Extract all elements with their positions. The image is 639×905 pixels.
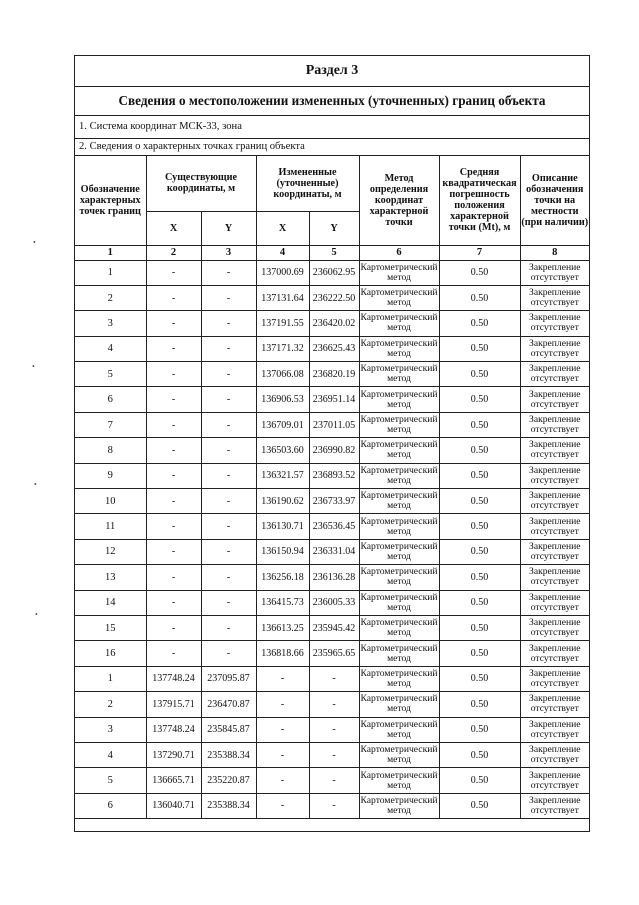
boundary-points-table: [75, 156, 589, 819]
cell-mean-error: 0.50: [439, 590, 520, 615]
cell-method: Картометрический метод: [359, 489, 439, 514]
cell-mean-error: 0.50: [439, 336, 520, 361]
margin-mark: •: [34, 480, 37, 489]
cell-existing-y: -: [201, 412, 256, 437]
cell-description: Закрепление отсутствует: [520, 539, 589, 564]
table-row: [75, 463, 589, 488]
cell-point-id: 6: [75, 793, 146, 818]
cell-changed-x: 136906.53: [256, 387, 309, 412]
cell-point-id: 3: [75, 311, 146, 336]
cell-existing-x: -: [146, 489, 201, 514]
document-sheet: [74, 55, 590, 832]
cell-existing-y: -: [201, 539, 256, 564]
cell-point-id: 2: [75, 692, 146, 717]
cell-method: Картометрический метод: [359, 387, 439, 412]
cell-mean-error: 0.50: [439, 768, 520, 793]
cell-description: Закрепление отсутствует: [520, 311, 589, 336]
cell-changed-x: 137171.32: [256, 336, 309, 361]
header-changed-x: X: [256, 211, 309, 245]
cell-existing-x: -: [146, 438, 201, 463]
cell-method: Картометрический метод: [359, 793, 439, 818]
cell-changed-x: 136256.18: [256, 565, 309, 590]
cell-existing-x: -: [146, 565, 201, 590]
cell-changed-x: 136130.71: [256, 514, 309, 539]
table-row: [75, 387, 589, 412]
cell-description: Закрепление отсутствует: [520, 641, 589, 666]
cell-mean-error: 0.50: [439, 666, 520, 691]
cell-mean-error: 0.50: [439, 615, 520, 640]
table-row: [75, 285, 589, 310]
cell-mean-error: 0.50: [439, 285, 520, 310]
cell-existing-y: 236470.87: [201, 692, 256, 717]
table-row: [75, 641, 589, 666]
cell-changed-x: -: [256, 692, 309, 717]
cell-point-id: 6: [75, 387, 146, 412]
cell-changed-y: 236733.97: [309, 489, 359, 514]
cell-method: Картометрический метод: [359, 641, 439, 666]
cell-mean-error: 0.50: [439, 742, 520, 767]
table-row: [75, 565, 589, 590]
cell-existing-y: -: [201, 260, 256, 285]
margin-mark: •: [33, 238, 36, 247]
table-row: [75, 590, 589, 615]
cell-changed-x: 137131.64: [256, 285, 309, 310]
cell-changed-y: 236951.14: [309, 387, 359, 412]
cell-description: Закрепление отсутствует: [520, 438, 589, 463]
header-method: Метод определения координат характерной точки: [359, 156, 439, 245]
cell-existing-y: -: [201, 285, 256, 310]
column-number: 2: [146, 245, 201, 260]
cell-changed-x: 136818.66: [256, 641, 309, 666]
cell-point-id: 12: [75, 539, 146, 564]
column-number: 3: [201, 245, 256, 260]
cell-changed-y: 236990.82: [309, 438, 359, 463]
column-number: 5: [309, 245, 359, 260]
cell-description: Закрепление отсутствует: [520, 362, 589, 387]
cell-changed-y: 236331.04: [309, 539, 359, 564]
cell-existing-x: 137748.24: [146, 717, 201, 742]
cell-mean-error: 0.50: [439, 438, 520, 463]
cell-method: Картометрический метод: [359, 539, 439, 564]
cell-mean-error: 0.50: [439, 539, 520, 564]
cell-changed-x: 136613.25: [256, 615, 309, 640]
cell-existing-y: -: [201, 438, 256, 463]
cell-existing-y: 235220.87: [201, 768, 256, 793]
cell-point-id: 5: [75, 362, 146, 387]
cell-existing-x: -: [146, 615, 201, 640]
cell-point-id: 11: [75, 514, 146, 539]
cell-mean-error: 0.50: [439, 514, 520, 539]
column-number: 4: [256, 245, 309, 260]
cell-method: Картометрический метод: [359, 311, 439, 336]
cell-changed-y: -: [309, 768, 359, 793]
cell-changed-y: -: [309, 793, 359, 818]
table-row: [75, 717, 589, 742]
table-row: [75, 438, 589, 463]
cell-changed-x: -: [256, 768, 309, 793]
cell-description: Закрепление отсутствует: [520, 412, 589, 437]
cell-description: Закрепление отсутствует: [520, 742, 589, 767]
cell-existing-y: -: [201, 362, 256, 387]
cell-mean-error: 0.50: [439, 311, 520, 336]
cell-point-id: 9: [75, 463, 146, 488]
cell-method: Картометрический метод: [359, 565, 439, 590]
table-row: [75, 768, 589, 793]
cell-existing-y: -: [201, 463, 256, 488]
cell-changed-x: 137000.69: [256, 260, 309, 285]
cell-mean-error: 0.50: [439, 489, 520, 514]
cell-method: Картометрический метод: [359, 438, 439, 463]
table-row: [75, 311, 589, 336]
cell-point-id: 1: [75, 260, 146, 285]
table-row: [75, 489, 589, 514]
cell-changed-x: 136503.60: [256, 438, 309, 463]
cell-existing-x: -: [146, 285, 201, 310]
header-existing-coordinates: Существующие координаты, м: [146, 156, 256, 211]
cell-mean-error: 0.50: [439, 793, 520, 818]
cell-point-id: 2: [75, 285, 146, 310]
cell-changed-y: -: [309, 692, 359, 717]
cell-existing-x: -: [146, 260, 201, 285]
cell-existing-y: 237095.87: [201, 666, 256, 691]
cell-description: Закрепление отсутствует: [520, 260, 589, 285]
cell-existing-x: -: [146, 641, 201, 666]
cell-existing-y: -: [201, 565, 256, 590]
cell-method: Картометрический метод: [359, 362, 439, 387]
cell-method: Картометрический метод: [359, 260, 439, 285]
cell-description: Закрепление отсутствует: [520, 615, 589, 640]
table-row: [75, 742, 589, 767]
cell-changed-x: -: [256, 717, 309, 742]
cell-changed-y: 237011.05: [309, 412, 359, 437]
cell-changed-y: 235965.65: [309, 641, 359, 666]
cell-point-id: 5: [75, 768, 146, 793]
cell-changed-y: 236222.50: [309, 285, 359, 310]
cell-point-id: 13: [75, 565, 146, 590]
cell-method: Картометрический метод: [359, 285, 439, 310]
section-title: Раздел 3: [75, 56, 589, 87]
header-mean-error: Средняя квадратическая погрешность положения характерной точки (Mt), м: [439, 156, 520, 245]
header-description: Описание обозначения точки на местности (при наличии): [520, 156, 589, 245]
cell-mean-error: 0.50: [439, 641, 520, 666]
cell-changed-x: -: [256, 793, 309, 818]
cell-method: Картометрический метод: [359, 742, 439, 767]
cell-description: Закрепление отсутствует: [520, 717, 589, 742]
cell-changed-y: -: [309, 666, 359, 691]
cell-existing-x: -: [146, 412, 201, 437]
margin-mark: •: [35, 610, 38, 619]
table-body: [75, 260, 589, 819]
cell-changed-x: -: [256, 742, 309, 767]
cell-description: Закрепление отсутствует: [520, 692, 589, 717]
column-number: 7: [439, 245, 520, 260]
cell-existing-x: -: [146, 590, 201, 615]
cell-changed-x: 136415.73: [256, 590, 309, 615]
table-row: [75, 336, 589, 361]
column-number: 6: [359, 245, 439, 260]
cell-existing-x: 136665.71: [146, 768, 201, 793]
cell-existing-x: -: [146, 362, 201, 387]
cell-mean-error: 0.50: [439, 692, 520, 717]
cell-existing-x: -: [146, 387, 201, 412]
cell-changed-x: 137066.08: [256, 362, 309, 387]
cell-changed-x: 136150.94: [256, 539, 309, 564]
cell-changed-x: -: [256, 666, 309, 691]
cell-method: Картометрический метод: [359, 717, 439, 742]
cell-existing-y: -: [201, 387, 256, 412]
coordinate-system-line: 1. Система координат МСК-33, зона: [75, 116, 589, 139]
header-existing-y: Y: [201, 211, 256, 245]
cell-point-id: 8: [75, 438, 146, 463]
column-number-row: [75, 245, 589, 260]
table-row: [75, 666, 589, 691]
cell-description: Закрепление отсутствует: [520, 514, 589, 539]
table-row: [75, 793, 589, 818]
cell-point-id: 14: [75, 590, 146, 615]
cell-existing-x: 137748.24: [146, 666, 201, 691]
cell-existing-y: 235388.34: [201, 742, 256, 767]
cell-changed-x: 136190.62: [256, 489, 309, 514]
cell-changed-y: -: [309, 742, 359, 767]
cell-changed-x: 137191.55: [256, 311, 309, 336]
cell-existing-y: -: [201, 514, 256, 539]
cell-changed-y: 236893.52: [309, 463, 359, 488]
cell-mean-error: 0.50: [439, 463, 520, 488]
cell-changed-y: -: [309, 717, 359, 742]
cell-changed-x: 136321.57: [256, 463, 309, 488]
cell-point-id: 16: [75, 641, 146, 666]
cell-description: Закрепление отсутствует: [520, 768, 589, 793]
cell-changed-x: 136709.01: [256, 412, 309, 437]
cell-method: Картометрический метод: [359, 336, 439, 361]
cell-description: Закрепление отсутствует: [520, 590, 589, 615]
cell-changed-y: 236136.28: [309, 565, 359, 590]
cell-existing-x: 137915.71: [146, 692, 201, 717]
cell-existing-y: -: [201, 641, 256, 666]
section-subtitle: Сведения о местоположении измененных (уточненных) границ объекта: [75, 87, 589, 116]
table-row: [75, 362, 589, 387]
cell-existing-y: -: [201, 336, 256, 361]
cell-point-id: 10: [75, 489, 146, 514]
column-number: 1: [75, 245, 146, 260]
cell-point-id: 1: [75, 666, 146, 691]
cell-point-id: 15: [75, 615, 146, 640]
cell-changed-y: 236062.95: [309, 260, 359, 285]
cell-changed-y: 236536.45: [309, 514, 359, 539]
table-row: [75, 260, 589, 285]
cell-mean-error: 0.50: [439, 362, 520, 387]
cell-mean-error: 0.50: [439, 387, 520, 412]
cell-mean-error: 0.50: [439, 717, 520, 742]
cell-existing-y: -: [201, 489, 256, 514]
table-row: [75, 539, 589, 564]
cell-point-id: 4: [75, 336, 146, 361]
cell-existing-x: -: [146, 514, 201, 539]
cell-existing-x: -: [146, 463, 201, 488]
column-number: 8: [520, 245, 589, 260]
cell-changed-y: 235945.42: [309, 615, 359, 640]
header-point-designation: Обозначение характерных точек границ: [75, 156, 146, 245]
cell-changed-y: 236005.33: [309, 590, 359, 615]
cell-point-id: 3: [75, 717, 146, 742]
table-row: [75, 514, 589, 539]
header-existing-x: X: [146, 211, 201, 245]
header-changed-y: Y: [309, 211, 359, 245]
cell-description: Закрепление отсутствует: [520, 793, 589, 818]
header-changed-coordinates: Измененные (уточненные) координаты, м: [256, 156, 359, 211]
table-row: [75, 412, 589, 437]
table-row: [75, 615, 589, 640]
margin-mark: •: [32, 362, 35, 371]
cell-description: Закрепление отсутствует: [520, 666, 589, 691]
cell-method: Картометрический метод: [359, 514, 439, 539]
cell-existing-x: 136040.71: [146, 793, 201, 818]
cell-existing-y: 235845.87: [201, 717, 256, 742]
cell-description: Закрепление отсутствует: [520, 336, 589, 361]
cell-description: Закрепление отсутствует: [520, 489, 589, 514]
cell-existing-x: -: [146, 311, 201, 336]
cell-method: Картометрический метод: [359, 666, 439, 691]
cell-mean-error: 0.50: [439, 565, 520, 590]
cell-point-id: 4: [75, 742, 146, 767]
cell-mean-error: 0.50: [439, 260, 520, 285]
cell-description: Закрепление отсутствует: [520, 387, 589, 412]
cell-existing-y: -: [201, 311, 256, 336]
cell-changed-y: 236820.19: [309, 362, 359, 387]
cell-existing-x: 137290.71: [146, 742, 201, 767]
cell-description: Закрепление отсутствует: [520, 463, 589, 488]
cell-existing-x: -: [146, 336, 201, 361]
cell-method: Картометрический метод: [359, 692, 439, 717]
cell-existing-y: 235388.34: [201, 793, 256, 818]
cell-method: Картометрический метод: [359, 412, 439, 437]
cell-existing-x: -: [146, 539, 201, 564]
cell-method: Картометрический метод: [359, 615, 439, 640]
cell-method: Картометрический метод: [359, 463, 439, 488]
cell-description: Закрепление отсутствует: [520, 285, 589, 310]
cell-point-id: 7: [75, 412, 146, 437]
cell-method: Картометрический метод: [359, 590, 439, 615]
cell-changed-y: 236625.43: [309, 336, 359, 361]
cell-mean-error: 0.50: [439, 412, 520, 437]
points-info-line: 2. Сведения о характерных точках границ объекта: [75, 139, 589, 156]
table-row: [75, 692, 589, 717]
cell-method: Картометрический метод: [359, 768, 439, 793]
cell-changed-y: 236420.02: [309, 311, 359, 336]
cell-description: Закрепление отсутствует: [520, 565, 589, 590]
cell-existing-y: -: [201, 590, 256, 615]
cell-existing-y: -: [201, 615, 256, 640]
